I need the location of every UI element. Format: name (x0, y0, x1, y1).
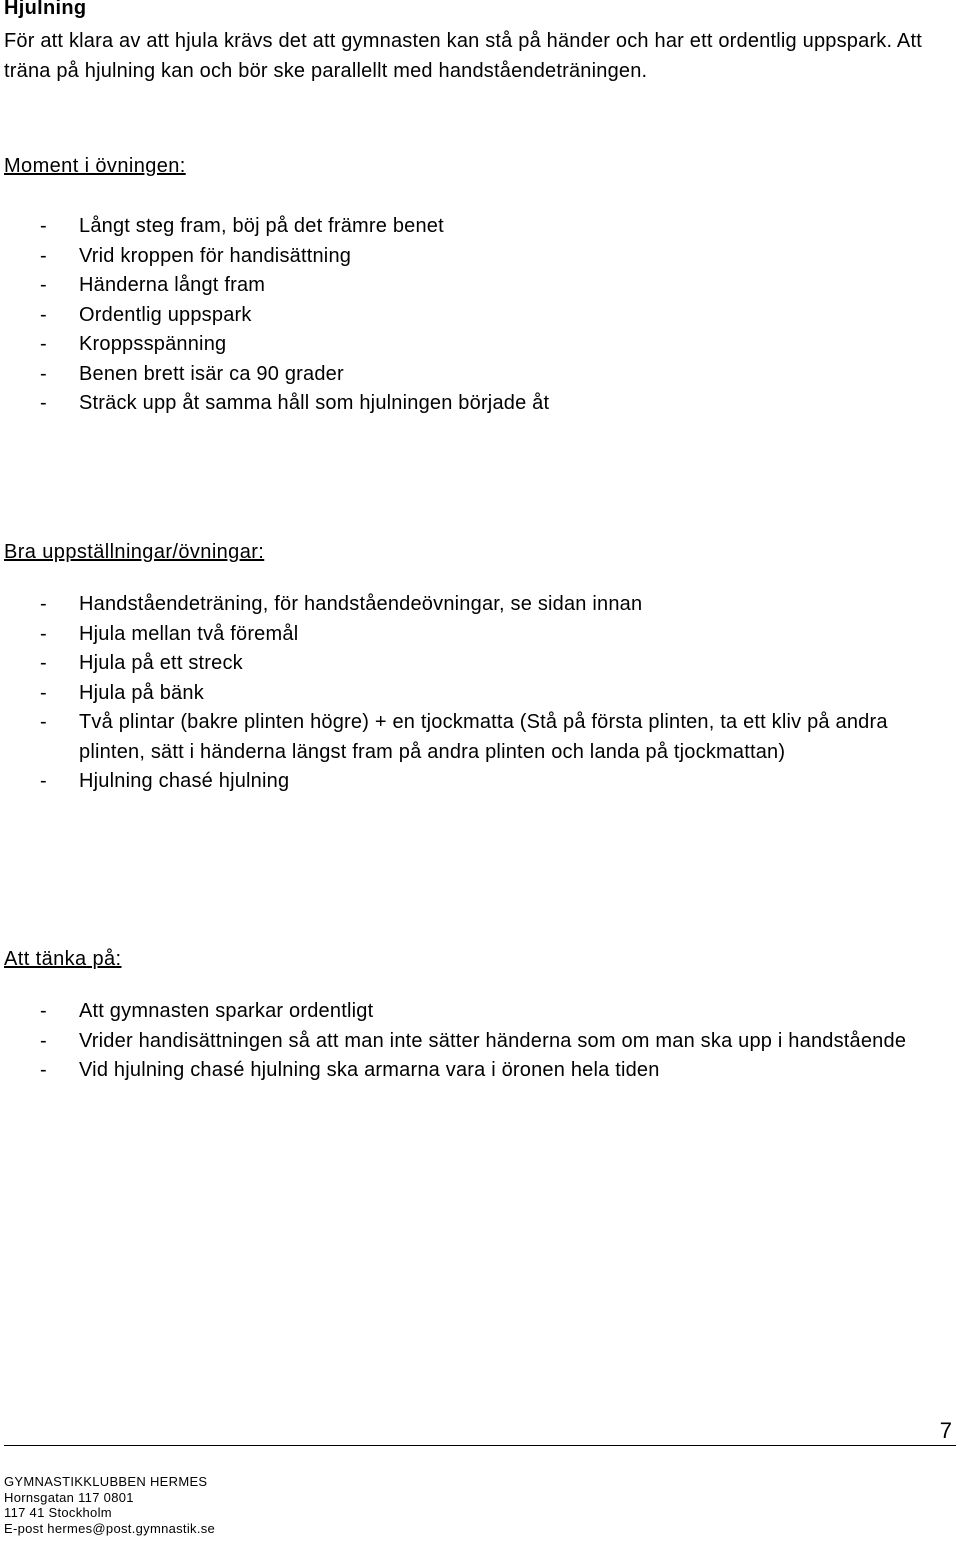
list-item-text: Långt steg fram, böj på det främre benet (79, 215, 444, 237)
footer-city: 117 41 Stockholm (4, 1505, 112, 1520)
list-item (4, 1027, 956, 1057)
list-item-text: Sträck upp åt samma håll som hjulningen började åt (79, 392, 550, 414)
list-item-text: Hjulning chasé hjulning (79, 770, 290, 792)
list-item-text: Att gymnasten sparkar ordentligt (79, 1000, 374, 1022)
list-item-text: Hjula mellan två föremål (79, 622, 299, 645)
list-item-text: Två plintar (bakre plinten högre) + en tjockmatta (Stå på första plinten, ta ett kliv på andra plinten, sätt i händerna längst fram på andra plinten och landa på tjockmattan) (79, 711, 888, 763)
list-dash: - (40, 333, 47, 355)
list-dash: - (40, 215, 47, 237)
footer-divider (4, 1445, 956, 1446)
footer-org: GYMNASTIKKLUBBEN HERMES (4, 1474, 208, 1489)
section-heading-att-tanka-pa: Att tänka på: (4, 948, 122, 970)
list-item-text: Benen brett isär ca 90 grader (79, 362, 344, 385)
list-dash: - (40, 770, 47, 792)
page-number: 7 (939, 1418, 952, 1443)
list-item-text: Handståendeträning, för handståendeövningar, se sidan innan (79, 593, 643, 615)
list-item (4, 679, 956, 709)
list-item (4, 360, 956, 390)
list-item (4, 212, 956, 242)
list-dash: - (40, 1000, 47, 1022)
list-dash: - (40, 593, 47, 615)
att-tanka-pa-list (4, 997, 956, 1086)
list-item-text: Hjula på bänk (79, 681, 204, 704)
list-item-text: Hjula på ett streck (79, 652, 243, 674)
section-heading-moment: Moment i övningen: (4, 155, 186, 177)
list-item (4, 649, 956, 679)
uppstallningar-list (4, 590, 956, 797)
list-dash: - (40, 1029, 47, 1052)
list-item (4, 301, 956, 331)
list-item (4, 620, 956, 650)
list-item-text: Vrider handisättningen så att man inte sätter händerna som om man ska upp i handstående (79, 1029, 907, 1052)
list-item-text: Kroppsspänning (79, 333, 227, 355)
list-item (4, 708, 956, 767)
list-item (4, 767, 956, 797)
list-item-text: Händerna långt fram (79, 274, 266, 296)
footer-email: E-post hermes@post.gymnastik.se (4, 1520, 216, 1536)
section-heading-uppstallningar: Bra uppställningar/övningar: (4, 541, 265, 563)
list-item (4, 389, 956, 419)
footer-street: Hornsgatan 117 0801 (4, 1489, 134, 1505)
list-dash: - (40, 303, 47, 326)
list-item (4, 1056, 956, 1086)
list-dash: - (40, 392, 47, 414)
list-item (4, 242, 956, 272)
list-item-text: Ordentlig uppspark (79, 303, 252, 326)
list-dash: - (40, 244, 47, 267)
list-dash: - (40, 681, 47, 704)
list-item-text: Vrid kroppen för handisättning (79, 244, 352, 267)
list-item (4, 997, 956, 1027)
page-title: Hjulning (4, 0, 87, 19)
moment-list (4, 212, 956, 419)
list-dash: - (40, 274, 47, 296)
list-dash: - (40, 711, 47, 733)
intro-paragraph: För att klara av att hjula krävs det att gymnasten kan stå på händer och har ett ordentlig uppspark. Att träna på hjulning kan och bör ske parallellt med handståendeträningen. (4, 30, 922, 82)
list-item-text: Vid hjulning chasé hjulning ska armarna vara i öronen hela tiden (79, 1059, 660, 1081)
list-dash: - (40, 362, 47, 385)
list-item (4, 590, 956, 620)
list-dash: - (40, 622, 47, 645)
list-item (4, 271, 956, 301)
list-dash: - (40, 652, 47, 674)
list-dash: - (40, 1059, 47, 1081)
footer-address (4, 1474, 215, 1536)
list-item (4, 330, 956, 360)
